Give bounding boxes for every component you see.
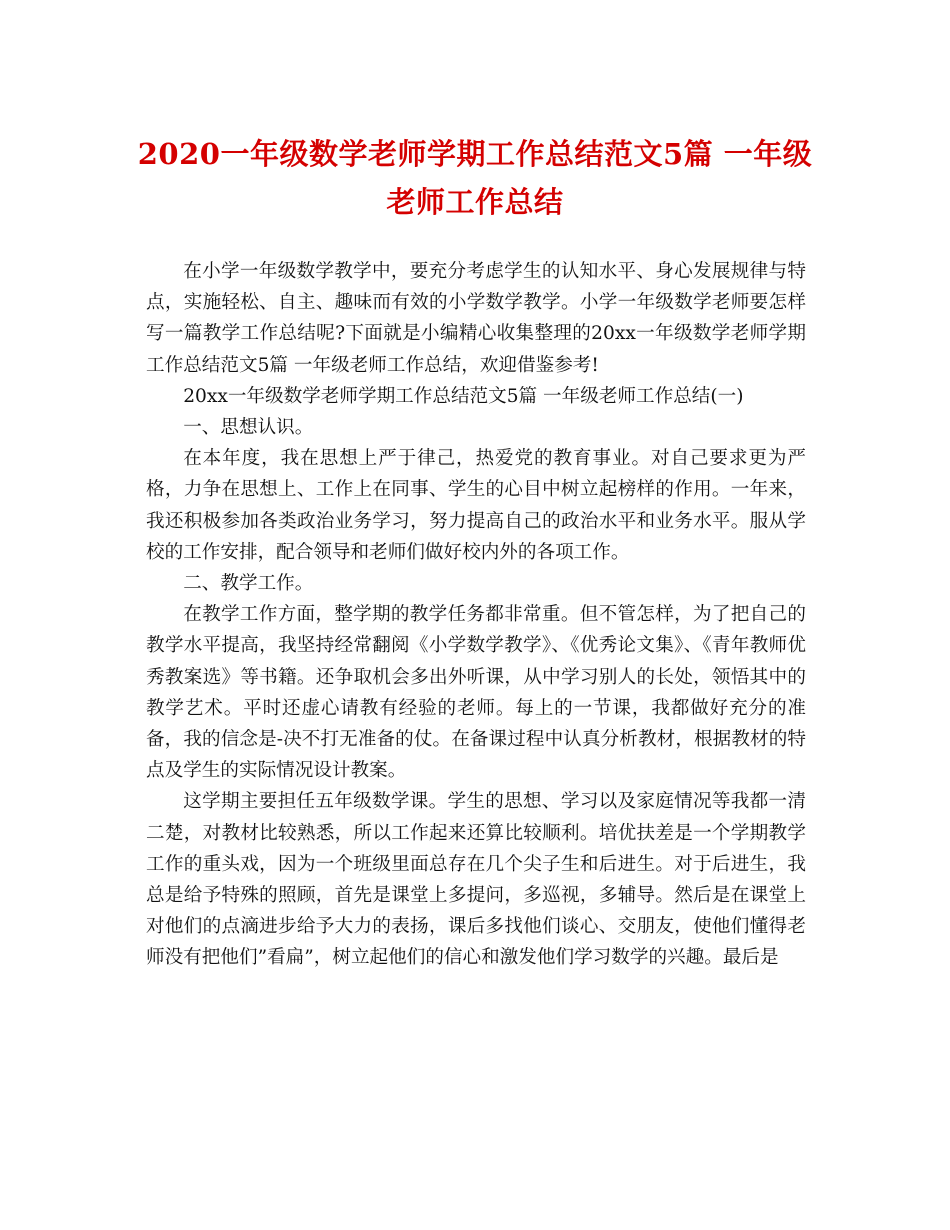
document-title: 2020一年级数学老师学期工作总结范文5篇 一年级老师工作总结	[137, 137, 813, 219]
document-body	[146, 256, 806, 974]
intro-paragraph: 在小学一年级数学教学中，要充分考虑学生的认知水平、身心发展规律与特点，实施轻松、自主、趣味而有效的小学数学教学。小学一年级数学老师要怎样写一篇教学工作总结呢?下面就是小编精心收集整理的20xx一年级数学老师学期工作总结范文5篇 一年级老师工作总结，欢迎借鉴参考!	[146, 261, 806, 376]
body-paragraph: 在本年度，我在思想上严于律己，热爱党的教育事业。对自己要求更为严格，力争在思想上、工作上在同事、学生的心目中树立起榜样的作用。一年来，我还积极参加各类政治业务学习，努力提高自己的政治水平和业务水平。服从学校的工作安排，配合领导和老师们做好校内外的各项工作。	[146, 448, 806, 563]
subheading-teaching: 二、教学工作。	[183, 573, 314, 595]
body-paragraph: 这学期主要担任五年级数学课。学生的思想、学习以及家庭情况等我都一清二楚，对教材比较熟悉，所以工作起来还算比较顺利。培优扶差是一个学期教学工作的重头戏，因为一个班级里面总存在几个尖子生和后进生。对于后进生，我总是给予特殊的照顾，首先是课堂上多提问，多巡视，多辅导。然后是在课堂上对他们的点滴进步给予大力的表扬，课后多找他们谈心、交朋友，使他们懂得老师没有把他们”看扁”，树立起他们的信心和激发他们学习数学的兴趣。最后是	[146, 791, 806, 969]
body-paragraph: 在教学工作方面，整学期的教学任务都非常重。但不管怎样，为了把自己的教学水平提高，我坚持经常翻阅《小学数学教学》、《优秀论文集》、《青年教师优秀教案选》等书籍。还争取机会多出外听课，从中学习别人的长处，领悟其中的教学艺术。平时还虚心请教有经验的老师。每上的一节课，我都做好充分的准备，我的信念是-决不打无准备的仗。在备课过程中认真分析教材，根据教材的特点及学生的实际情况设计教案。	[146, 604, 806, 782]
subheading-thought: 一、思想认识。	[183, 417, 314, 439]
section-heading: 20xx一年级数学老师学期工作总结范文5篇 一年级老师工作总结(一)	[183, 385, 744, 407]
